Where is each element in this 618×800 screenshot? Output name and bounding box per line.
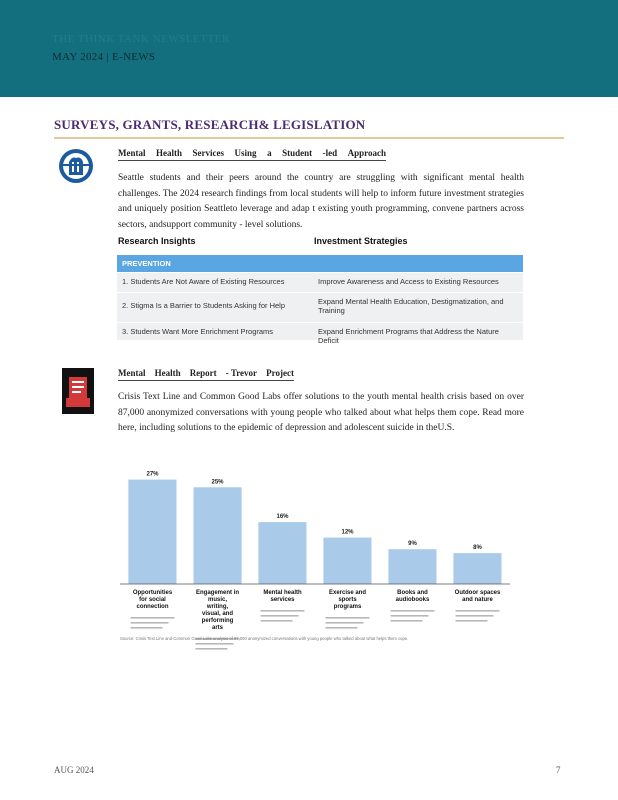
insight-cell: 1. Students Are Not Aware of Existing Resources [122, 277, 285, 286]
category-note-line [261, 610, 305, 612]
category-note-line [131, 617, 175, 619]
category-note-line [456, 610, 500, 612]
category-note-line [391, 615, 429, 617]
header-banner [0, 0, 618, 97]
category-note-line [196, 648, 228, 650]
bar-chart-svg [120, 462, 520, 652]
bar-value-label: 9% [408, 541, 417, 548]
article-paragraph-crisis-text-line: Crisis Text Line and Common Good Labs offer solutions to the youth mental health crisis based on over 87,000 anonymized conversations with young people who talked about what helps them cope. Read more here, including solutions to the epidemic of depression and adolescent suicide in theU.S. [118, 392, 524, 433]
category-note-line [326, 627, 358, 629]
category-label: Engagement in music, writing, visual, and performing arts [195, 590, 240, 631]
bar-value-label: 16% [276, 514, 289, 521]
heading-word: -led [322, 148, 338, 158]
article-paragraph-seattle: Seattle students and their peers around the country are struggling with significant mental health challenges. The 2024 research findings from local students will help to inform future investment strategies and uniquely position Seattleto leverage and adap t existing youth programming, convene partners across sectors, andsupport community - level solutions. [118, 173, 524, 230]
coping-bar-chart [120, 462, 520, 652]
table-row [117, 292, 523, 322]
category-note-line [456, 615, 494, 617]
strategy-cell: Improve Awareness and Access to Existing Resources [318, 277, 499, 286]
issue-date: MAY 2024 | E-NEWS [52, 51, 156, 63]
column-heading-investment-strategies: Investment Strategies [314, 236, 408, 246]
bar [258, 522, 306, 584]
category-note-line [261, 615, 299, 617]
bar [388, 549, 436, 584]
category-label: Mental health services [263, 590, 302, 603]
heading-word: Health [156, 148, 183, 158]
category-note-line [391, 610, 435, 612]
category-note-line [261, 620, 293, 622]
category-label: Outdoor spaces and nature [454, 590, 501, 603]
heading-word: Approach [347, 148, 386, 158]
footer-date: AUG 2024 [54, 765, 94, 775]
category-note-line [131, 622, 169, 624]
page-number: 7 [556, 765, 561, 775]
article-heading-mental-health-services[interactable] [118, 148, 386, 161]
chart-source-note: Source: Crisis Text Line and Common Good Labs analysis of 87,000 anonymized conversations with young people who talked about what helps them cope. [120, 636, 409, 641]
section-divider [54, 137, 564, 139]
strategy-cell: Expand Enrichment Programs that Address the Nature Deficit [318, 327, 499, 345]
heading-word: Student [282, 148, 313, 158]
table-header-prevention: PREVENTION [117, 255, 523, 272]
heading-word: Using [234, 148, 257, 158]
column-heading-research-insights: Research Insights [118, 236, 196, 246]
category-label: Books and audiobooks [395, 590, 430, 603]
heading-word: Report [189, 368, 217, 378]
heading-word: - Trevor [225, 368, 258, 378]
category-note-line [196, 643, 234, 645]
table-row [117, 272, 523, 292]
seattle-logo-icon [58, 148, 94, 184]
insights-table [117, 255, 523, 345]
category-label: Exercise and sports programs [328, 590, 367, 610]
heading-word: a [267, 148, 272, 158]
bar [128, 480, 176, 584]
bar [323, 538, 371, 584]
table-row [117, 322, 523, 345]
report-thumbnail-icon [62, 368, 94, 414]
heading-word: Health [154, 368, 181, 378]
bar-value-label: 12% [341, 529, 354, 536]
heading-word: Services [192, 148, 225, 158]
heading-word: Project [266, 368, 294, 378]
category-note-line [326, 617, 370, 619]
category-note-line [326, 622, 364, 624]
bar-value-label: 25% [211, 479, 224, 486]
bar [194, 487, 242, 584]
bar-value-label: 27% [146, 471, 159, 478]
section-title: SURVEYS, GRANTS, RESEARCH& LEGISLATION [54, 117, 366, 132]
bar-value-label: 8% [473, 545, 482, 552]
insight-cell: 2. Stigma Is a Barrier to Students Asking for Help [122, 301, 285, 310]
category-note-line [391, 620, 423, 622]
category-label: Opportunities for social connection [132, 590, 173, 610]
bar [453, 553, 501, 584]
heading-word: Mental [118, 148, 146, 158]
article-heading-mental-health-report[interactable] [118, 368, 294, 381]
category-note-line [131, 627, 163, 629]
insight-cell: 3. Students Want More Enrichment Programs [122, 327, 274, 336]
strategy-cell: Expand Mental Health Education, Destigmatization, and Training [318, 297, 504, 315]
heading-word: Mental [118, 368, 146, 378]
category-note-line [456, 620, 488, 622]
newsletter-title: THE THINK TANK NEWSLETTER [52, 33, 230, 45]
